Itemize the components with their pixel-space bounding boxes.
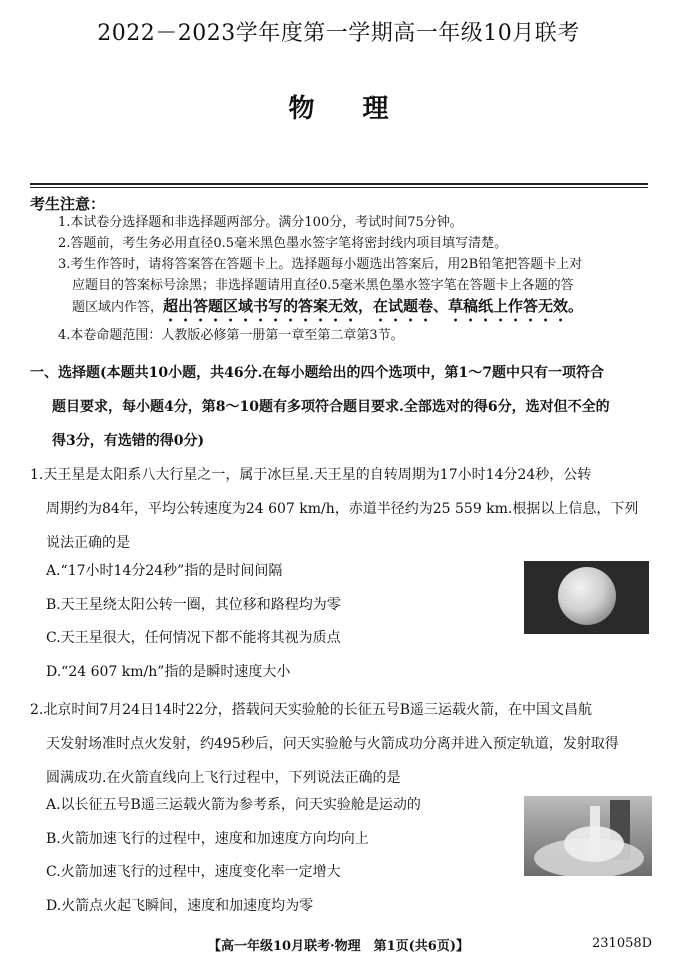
question-2-stem (30, 693, 650, 795)
notice-list (58, 212, 648, 346)
notice-item-2: 2.答题前，考生务必用直径0.5毫米黑色墨水签字笔将密封线内项目填写清楚。 (58, 236, 508, 251)
planet-sphere (558, 567, 616, 625)
rocket-launch-image (524, 796, 652, 876)
notice-item-4: 4.本卷命题范围：人教版必修第一册第一章至第二章第3节。 (58, 328, 404, 343)
question-1-line-3: 说法正确的是 (46, 535, 130, 551)
question-1-option-a[interactable]: A.“17小时14分24秒”指的是时间间隔 (46, 563, 283, 579)
exam-title: 2022－2023学年度第一学期高一年级10月联考 (97, 21, 580, 46)
question-1-option-c[interactable]: C.天王星很大，任何情况下都不能将其视为质点 (46, 630, 341, 646)
question-2-line-1: 2.北京时间7月24日14时22分，搭载问天实验舱的长征五号B遥三运载火箭，在中国文昌航 (30, 702, 592, 718)
notice-item-3-cont: 应题目的答案标号涂黑；非选择题请用直径0.5毫米黑色墨水签字笔在答题卡上各题的答 (72, 278, 574, 293)
question-1-line-2: 周期约为84年，平均公转速度为24 607 km/h，赤道半径约为25 559 km.根据以上信息，下列 (46, 501, 639, 517)
notice-item-3-cont2 (58, 296, 648, 325)
question-1-option-b[interactable]: B.天王星绕太阳公转一圈，其位移和路程均为零 (46, 597, 341, 613)
question-2-line-3: 圆满成功.在火箭直线向上飞行过程中，下列说法正确的是 (46, 770, 401, 786)
notice-warning: 超出答题区域书写的答案无效，在试题卷、草稿纸上作答无效。 (163, 297, 584, 315)
page-footer: 【高一年级10月联考·物理 第1页(共6页)】 (207, 939, 469, 954)
question-1-line-1: 1.天王星是太阳系八大行星之一，属于冰巨星.天王星的自转周期为17小时14分24秒，公转 (30, 467, 592, 483)
subject-title: 物理 (288, 94, 437, 124)
smoke-plume (564, 826, 624, 862)
question-1-stem (30, 458, 650, 560)
notice-title: 考生注意： (30, 195, 106, 213)
notice-item-3: 3.考生作答时，请将答案答在答题卡上。选择题每小题选出答案后，用2B铅笔把答题卡上对 (58, 257, 583, 272)
uranus-image (524, 561, 649, 634)
paper-code: 231058D (592, 936, 653, 951)
notice-item-1: 1.本试卷分选择题和非选择题两部分。满分100分，考试时间75分钟。 (58, 215, 463, 230)
header-divider-thin (30, 187, 648, 188)
section-1-line-3: 得3分，有选错的得0分) (52, 433, 205, 449)
section-1-line-2: 题目要求，每小题4分，第8～10题有多项符合题目要求.全部选对的得6分，选对但不全的 (52, 399, 610, 415)
question-1-option-d[interactable]: D.“24 607 km/h”指的是瞬时速度大小 (46, 664, 291, 680)
header-divider-thick (30, 183, 648, 185)
question-2-line-2: 天发射场准时点火发射，约495秒后，问天实验舱与火箭成功分离并进入预定轨道，发射取得 (46, 736, 619, 752)
question-2-option-c[interactable]: C.火箭加速飞行的过程中，速度变化率一定增大 (46, 864, 341, 880)
question-2-option-b[interactable]: B.火箭加速飞行的过程中，速度和加速度方向均向上 (46, 831, 369, 847)
section-1-line-1: 一、选择题(本题共10小题，共46分.在每小题给出的四个选项中，第1～7题中只有一项符合 (30, 365, 604, 381)
question-2-option-d[interactable]: D.火箭点火起飞瞬间，速度和加速度均为零 (46, 898, 314, 914)
notice-item-3-cont2-text: 题区域内作答， (72, 300, 164, 315)
section-1-instructions (30, 356, 650, 458)
question-2-option-a[interactable]: A.以长征五号B遥三运载火箭为参考系，问天实验舱是运动的 (46, 797, 421, 813)
